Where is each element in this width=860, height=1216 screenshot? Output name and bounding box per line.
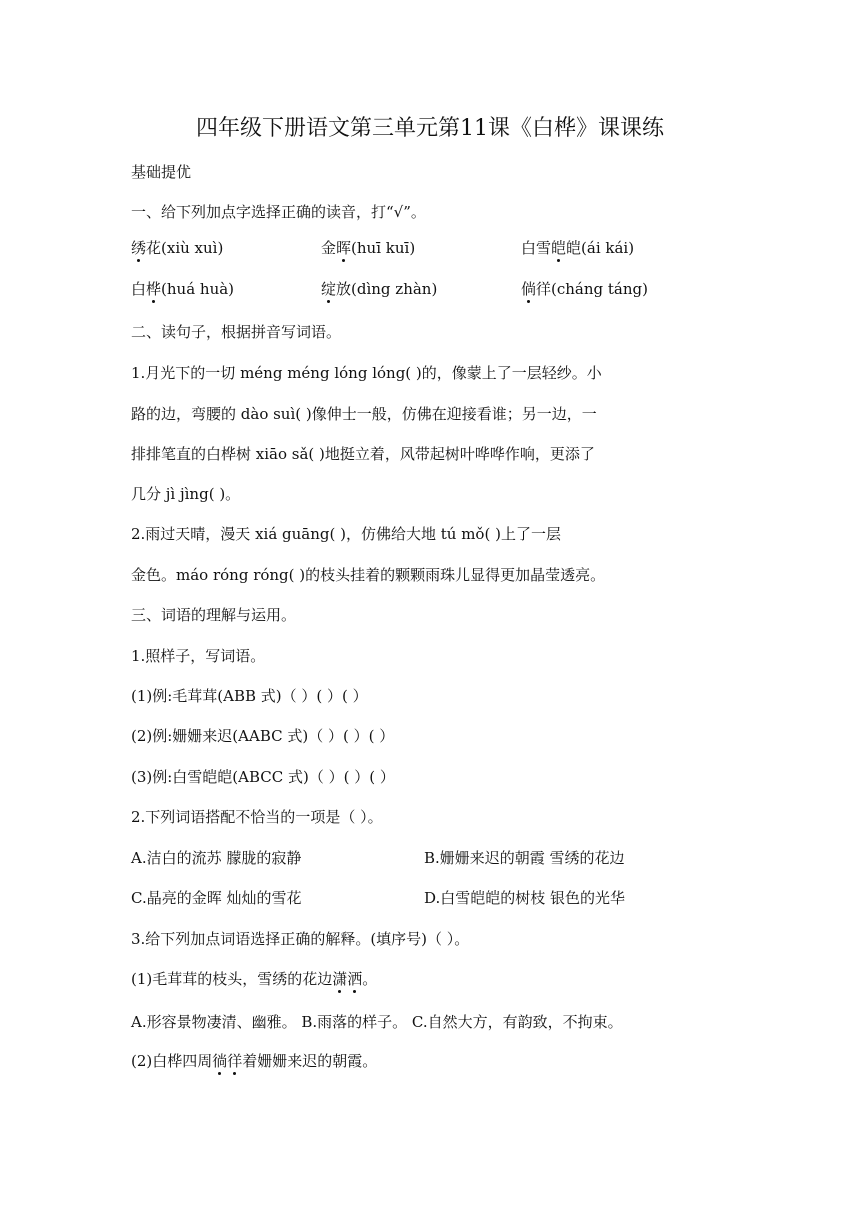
q3-sub3: 3.给下列加点词语选择正确的解释。(填序号)（ ）。	[131, 930, 470, 948]
q3-option-c: C.晶亮的金晖 灿灿的雪花	[131, 889, 302, 907]
q2-line: 2.雨过天晴，漫天 xiá guāng( )，仿佛给大地 tú mǒ( )上了一层	[131, 525, 561, 543]
q1-item-6: 倘徉(cháng táng)	[521, 280, 648, 298]
q2-line: 金色。máo róng róng( )的枝头挂着的颗颗雨珠儿显得更加晶莹透亮。	[131, 566, 606, 584]
q1-item-2-dotted-char: 晖	[336, 239, 352, 257]
q3-sub1: 1.照样子，写词语。	[131, 647, 266, 665]
q3-heading: 三、词语的理解与运用。	[131, 606, 297, 624]
q3-option-b: B.姗姗来迟的朝霞 雪绣的花边	[424, 849, 625, 867]
q2-line: 路的边，弯腰的 dào suì( )像伸士一般，仿佛在迎接看谁；另一边，一	[131, 405, 597, 423]
q1-item-5-dotted-char: 绽	[321, 280, 337, 298]
dotted-char: 潇	[332, 970, 348, 988]
q3-example-2: (2)例:姗姗来迟(AABC 式)（ ）( ）( ）	[131, 727, 395, 745]
q1-item-6-dotted-char: 倘	[521, 280, 537, 298]
q2-line: 几分 jì jìng( )。	[131, 485, 241, 503]
q1-item-4: 白桦(huá huà)	[131, 280, 235, 298]
q1-item-1-dotted-char: 绣	[131, 239, 147, 257]
q3-example-3: (3)例:白雪皑皑(ABCC 式)（ ）( ）( ）	[131, 768, 395, 786]
q1-heading: 一、给下列加点字选择正确的读音，打“√”。	[131, 203, 426, 221]
q3-sub2: 2.下列词语搭配不恰当的一项是（ ）。	[131, 808, 383, 826]
q1-item-5: 绽放(dìng zhàn)	[321, 280, 438, 298]
q3-sentence-1: (1)毛茸茸的枝头，雪绣的花边潇洒。	[131, 970, 378, 988]
dotted-char: 洒	[347, 970, 363, 988]
q1-item-2: 金晖(huī kuī)	[321, 239, 416, 257]
dotted-char: 徉	[227, 1052, 243, 1070]
section-heading: 基础提优	[131, 163, 192, 181]
q2-heading: 二、读句子，根据拼音写词语。	[131, 323, 342, 341]
q3-example-1: (1)例:毛茸茸(ABB 式)（ ）( ）( ）	[131, 687, 368, 705]
q2-line: 排排笔直的白桦树 xiāo sǎ( )地挺立着，风带起树叶哗哗作响，更添了	[131, 445, 595, 463]
q1-item-4-dotted-char: 桦	[146, 280, 162, 298]
q1-item-1: 绣花(xiù xuì)	[131, 239, 224, 257]
q3-sentence-2: (2)白桦四周徜徉着姗姗来迟的朝霞。	[131, 1052, 378, 1070]
page-title: 四年级下册语文第三单元第11课《白桦》课课练	[196, 116, 664, 141]
q1-item-3-dotted-char: 皑	[551, 239, 567, 257]
dotted-char: 徜	[212, 1052, 228, 1070]
q2-line: 1.月光下的一切 méng méng lóng lóng( )的，像蒙上了一层轻纱。小	[131, 364, 602, 382]
q3-option-d: D.白雪皑皑的树枝 银色的光华	[424, 889, 626, 907]
q1-item-3: 白雪皑皑(ái kái)	[521, 239, 635, 257]
q3-option-a: A.洁白的流苏 朦胧的寂静	[131, 849, 302, 867]
q3-choices: A.形容景物凄清、幽雅。 B.雨落的样子。 C.自然大方，有韵致，不拘束。	[131, 1013, 623, 1031]
